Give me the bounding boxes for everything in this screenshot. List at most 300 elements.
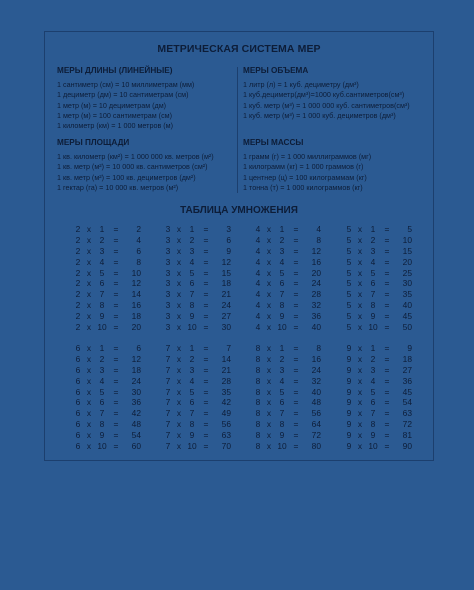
multiplication-cell: 6 bbox=[99, 397, 105, 408]
multiplication-cell: = bbox=[113, 397, 119, 408]
length-section bbox=[57, 65, 194, 131]
multiplication-cell: 1 bbox=[99, 224, 105, 234]
multiplication-cell: x bbox=[86, 441, 92, 452]
multiplication-row bbox=[163, 300, 243, 311]
multiplication-cell: 6 bbox=[99, 278, 105, 289]
multiplication-cell: 3 bbox=[99, 364, 105, 375]
multiplication-cell: 2 bbox=[279, 234, 285, 245]
multiplication-cell: = bbox=[293, 289, 299, 300]
multiplication-row bbox=[163, 311, 243, 322]
multiplication-cell: = bbox=[113, 386, 119, 397]
multiplication-row bbox=[73, 311, 153, 322]
multiplication-row bbox=[253, 322, 333, 333]
multiplication-cell: 8 bbox=[316, 343, 321, 353]
multiplication-row bbox=[163, 387, 243, 398]
multiplication-cell: 10 bbox=[368, 441, 378, 452]
multiplication-cell: x bbox=[86, 430, 92, 441]
multiplication-cell: 54 bbox=[131, 430, 141, 441]
multiplication-cell: 6 bbox=[75, 430, 81, 441]
multiplication-cell: 5 bbox=[346, 267, 352, 278]
multiplication-cell: x bbox=[176, 430, 182, 441]
multiplication-cell: = bbox=[203, 408, 209, 419]
multiplication-cell: 6 bbox=[370, 397, 376, 408]
multiplication-row bbox=[73, 397, 153, 408]
multiplication-cell: 5 bbox=[370, 267, 376, 278]
multiplication-cell: 70 bbox=[221, 441, 231, 452]
multiplication-block-7 bbox=[163, 343, 243, 452]
multiplication-cell: 8 bbox=[255, 430, 261, 441]
multiplication-cell: = bbox=[384, 386, 390, 397]
multiplication-cell: 4 bbox=[255, 300, 261, 311]
multiplication-cell: 18 bbox=[221, 278, 231, 289]
multiplication-cell: 5 bbox=[99, 386, 105, 397]
multiplication-row bbox=[73, 354, 153, 365]
multiplication-cell: 9 bbox=[346, 441, 352, 452]
multiplication-cell: 30 bbox=[402, 278, 412, 289]
multiplication-row bbox=[344, 441, 424, 452]
multiplication-cell: 48 bbox=[131, 419, 141, 430]
multiplication-cell: x bbox=[357, 322, 363, 333]
multiplication-cell: 15 bbox=[221, 267, 231, 278]
multiplication-row bbox=[344, 268, 424, 279]
multiplication-cell: 30 bbox=[131, 386, 141, 397]
multiplication-cell: 32 bbox=[311, 300, 321, 311]
multiplication-cell: 8 bbox=[255, 408, 261, 419]
multiplication-cell: 27 bbox=[221, 311, 231, 322]
multiplication-cell: 2 bbox=[75, 311, 81, 322]
multiplication-cell: 3 bbox=[370, 245, 376, 256]
multiplication-row bbox=[73, 430, 153, 441]
multiplication-cell: 64 bbox=[311, 419, 321, 430]
multiplication-cell: 20 bbox=[311, 267, 321, 278]
multiplication-cell: = bbox=[384, 397, 390, 408]
multiplication-cell: 10 bbox=[402, 234, 412, 245]
multiplication-cell: 2 bbox=[75, 224, 81, 234]
multiplication-cell: 42 bbox=[131, 408, 141, 419]
multiplication-cell: 16 bbox=[311, 353, 321, 364]
multiplication-cell: = bbox=[203, 386, 209, 397]
multiplication-cell: 4 bbox=[255, 256, 261, 267]
multiplication-cell: 5 bbox=[407, 224, 412, 234]
length-line: 1 метр (м) = 10 дециметрам (дм) bbox=[57, 100, 167, 110]
multiplication-cell: 16 bbox=[131, 300, 141, 311]
multiplication-cell: 8 bbox=[255, 441, 261, 452]
multiplication-cell: x bbox=[86, 322, 92, 333]
multiplication-cell: x bbox=[357, 278, 363, 289]
length-line: 1 метр (м) = 100 сантиметрам (см) bbox=[57, 110, 173, 120]
multiplication-block-9 bbox=[344, 343, 424, 452]
multiplication-row bbox=[73, 343, 153, 354]
multiplication-cell: 10 bbox=[368, 322, 378, 333]
multiplication-cell: = bbox=[113, 375, 119, 386]
multiplication-row bbox=[73, 387, 153, 398]
multiplication-cell: = bbox=[113, 234, 119, 245]
multiplication-cell: 3 bbox=[165, 311, 171, 322]
multiplication-cell: 10 bbox=[131, 267, 141, 278]
multiplication-cell: = bbox=[384, 289, 390, 300]
multiplication-cell: x bbox=[357, 289, 363, 300]
multiplication-row bbox=[344, 224, 424, 235]
multiplication-cell: 2 bbox=[279, 353, 285, 364]
multiplication-cell: x bbox=[176, 364, 182, 375]
multiplication-cell: = bbox=[203, 278, 209, 289]
multiplication-cell: = bbox=[113, 353, 119, 364]
multiplication-cell: = bbox=[293, 408, 299, 419]
multiplication-cell: 63 bbox=[402, 408, 412, 419]
multiplication-cell: 10 bbox=[187, 322, 197, 333]
multiplication-cell: 8 bbox=[189, 419, 195, 430]
multiplication-cell: 2 bbox=[75, 267, 81, 278]
multiplication-cell: 3 bbox=[165, 234, 171, 245]
multiplication-cell: 10 bbox=[277, 441, 287, 452]
multiplication-cell: 40 bbox=[311, 386, 321, 397]
multiplication-cell: = bbox=[384, 234, 390, 245]
multiplication-row bbox=[73, 235, 153, 246]
multiplication-cell: = bbox=[203, 353, 209, 364]
multiplication-cell: x bbox=[266, 278, 272, 289]
multiplication-cell: 36 bbox=[402, 375, 412, 386]
multiplication-cell: 7 bbox=[189, 289, 195, 300]
multiplication-cell: x bbox=[176, 386, 182, 397]
multiplication-cell: = bbox=[203, 375, 209, 386]
multiplication-cell: = bbox=[293, 300, 299, 311]
multiplication-row bbox=[253, 300, 333, 311]
multiplication-cell: 1 bbox=[189, 224, 195, 234]
multiplication-cell: 9 bbox=[279, 311, 285, 322]
multiplication-cell: 8 bbox=[370, 300, 376, 311]
multiplication-cell: 6 bbox=[75, 441, 81, 452]
multiplication-row bbox=[344, 387, 424, 398]
multiplication-cell: = bbox=[113, 311, 119, 322]
multiplication-cell: 7 bbox=[165, 343, 171, 353]
multiplication-row bbox=[344, 300, 424, 311]
multiplication-cell: 4 bbox=[189, 256, 195, 267]
multiplication-cell: 7 bbox=[370, 408, 376, 419]
multiplication-cell: 5 bbox=[346, 300, 352, 311]
multiplication-cell: = bbox=[293, 267, 299, 278]
multiplication-block-5 bbox=[344, 224, 424, 333]
multiplication-cell: = bbox=[384, 256, 390, 267]
multiplication-cell: x bbox=[86, 419, 92, 430]
multiplication-row bbox=[344, 289, 424, 300]
multiplication-cell: = bbox=[203, 343, 209, 353]
multiplication-cell: = bbox=[293, 278, 299, 289]
multiplication-cell: x bbox=[86, 234, 92, 245]
multiplication-cell: x bbox=[86, 364, 92, 375]
multiplication-cell: 24 bbox=[311, 364, 321, 375]
multiplication-cell: 7 bbox=[99, 289, 105, 300]
volume-line: 1 куб. метр (м³) = 1 000 000 куб. сантиметров(см³) bbox=[243, 100, 410, 110]
multiplication-cell: 4 bbox=[99, 375, 105, 386]
multiplication-cell: 3 bbox=[165, 289, 171, 300]
multiplication-cell: 6 bbox=[136, 245, 141, 256]
multiplication-cell: 6 bbox=[279, 278, 285, 289]
multiplication-cell: x bbox=[176, 245, 182, 256]
multiplication-cell: x bbox=[357, 441, 363, 452]
multiplication-block-6 bbox=[73, 343, 153, 452]
multiplication-cell: 50 bbox=[402, 322, 412, 333]
multiplication-cell: = bbox=[203, 267, 209, 278]
multiplication-cell: 9 bbox=[346, 343, 352, 353]
multiplication-cell: 72 bbox=[311, 430, 321, 441]
multiplication-cell: 9 bbox=[346, 408, 352, 419]
multiplication-cell: 7 bbox=[189, 408, 195, 419]
multiplication-cell: 4 bbox=[255, 234, 261, 245]
multiplication-cell: 12 bbox=[311, 245, 321, 256]
multiplication-cell: 27 bbox=[402, 364, 412, 375]
multiplication-cell: 56 bbox=[221, 419, 231, 430]
volume-line: 1 куб. метр (м³) = 1 000 куб. дециметров (дм³) bbox=[243, 110, 396, 120]
multiplication-row bbox=[73, 365, 153, 376]
multiplication-cell: 2 bbox=[189, 353, 195, 364]
multiplication-cell: x bbox=[357, 397, 363, 408]
multiplication-cell: x bbox=[266, 419, 272, 430]
multiplication-cell: = bbox=[113, 430, 119, 441]
area-heading: МЕРЫ ПЛОЩАДИ bbox=[57, 138, 130, 147]
multiplication-cell: 2 bbox=[370, 234, 376, 245]
section-divider bbox=[237, 67, 238, 193]
multiplication-cell: = bbox=[384, 375, 390, 386]
multiplication-cell: 18 bbox=[131, 311, 141, 322]
multiplication-cell: 7 bbox=[165, 419, 171, 430]
multiplication-row bbox=[73, 376, 153, 387]
multiplication-cell: x bbox=[86, 289, 92, 300]
multiplication-cell: = bbox=[113, 256, 119, 267]
multiplication-row bbox=[253, 408, 333, 419]
multiplication-cell: 4 bbox=[255, 245, 261, 256]
multiplication-cell: 7 bbox=[165, 408, 171, 419]
multiplication-row bbox=[253, 430, 333, 441]
multiplication-cell: x bbox=[357, 419, 363, 430]
multiplication-cell: = bbox=[113, 408, 119, 419]
multiplication-cell: x bbox=[86, 408, 92, 419]
multiplication-row bbox=[163, 408, 243, 419]
multiplication-cell: 5 bbox=[279, 267, 285, 278]
multiplication-cell: = bbox=[113, 419, 119, 430]
multiplication-cell: = bbox=[113, 289, 119, 300]
multiplication-cell: 10 bbox=[187, 441, 197, 452]
multiplication-cell: x bbox=[176, 300, 182, 311]
multiplication-cell: 6 bbox=[75, 375, 81, 386]
multiplication-cell: 3 bbox=[165, 224, 171, 234]
multiplication-cell: 16 bbox=[311, 256, 321, 267]
multiplication-cell: = bbox=[203, 419, 209, 430]
multiplication-cell: 6 bbox=[189, 397, 195, 408]
multiplication-row bbox=[344, 419, 424, 430]
multiplication-cell: x bbox=[176, 408, 182, 419]
multiplication-cell: 3 bbox=[165, 267, 171, 278]
multiplication-cell: 12 bbox=[131, 353, 141, 364]
multiplication-cell: = bbox=[203, 311, 209, 322]
multiplication-row bbox=[344, 278, 424, 289]
multiplication-cell: = bbox=[293, 245, 299, 256]
multiplication-cell: 8 bbox=[99, 300, 105, 311]
multiplication-cell: 4 bbox=[255, 267, 261, 278]
volume-section bbox=[243, 65, 410, 121]
multiplication-cell: 7 bbox=[279, 408, 285, 419]
multiplication-row bbox=[73, 278, 153, 289]
multiplication-cell: 9 bbox=[279, 430, 285, 441]
multiplication-cell: x bbox=[266, 441, 272, 452]
multiplication-cell: x bbox=[266, 245, 272, 256]
multiplication-cell: 14 bbox=[221, 353, 231, 364]
multiplication-cell: 1 bbox=[279, 224, 285, 234]
multiplication-cell: 72 bbox=[402, 419, 412, 430]
multiplication-cell: x bbox=[86, 397, 92, 408]
volume-line: 1 литр (л) = 1 куб. дециметру (дм³) bbox=[243, 80, 359, 89]
multiplication-cell: 7 bbox=[165, 441, 171, 452]
multiplication-row bbox=[163, 376, 243, 387]
multiplication-cell: 4 bbox=[99, 256, 105, 267]
multiplication-cell: 63 bbox=[221, 430, 231, 441]
multiplication-row bbox=[344, 246, 424, 257]
multiplication-cell: 2 bbox=[75, 278, 81, 289]
multiplication-cell: 8 bbox=[255, 397, 261, 408]
multiplication-row bbox=[253, 246, 333, 257]
multiplication-cell: 35 bbox=[402, 289, 412, 300]
multiplication-row bbox=[163, 430, 243, 441]
multiplication-row bbox=[73, 289, 153, 300]
multiplication-cell: 7 bbox=[165, 375, 171, 386]
multiplication-cell: 42 bbox=[221, 397, 231, 408]
multiplication-block-8 bbox=[253, 343, 333, 452]
multiplication-cell: x bbox=[86, 353, 92, 364]
multiplication-cell: 1 bbox=[370, 343, 376, 353]
multiplication-cell: 4 bbox=[279, 256, 285, 267]
multiplication-cell: 90 bbox=[402, 441, 412, 452]
multiplication-cell: 10 bbox=[97, 441, 107, 452]
multiplication-row bbox=[73, 419, 153, 430]
multiplication-cell: = bbox=[384, 278, 390, 289]
multiplication-cell: 9 bbox=[407, 343, 412, 353]
multiplication-cell: = bbox=[113, 245, 119, 256]
multiplication-row bbox=[253, 397, 333, 408]
mass-heading: МЕРЫ МАССЫ bbox=[243, 138, 304, 147]
multiplication-cell: x bbox=[176, 256, 182, 267]
multiplication-cell: 6 bbox=[75, 353, 81, 364]
multiplication-cell: 49 bbox=[221, 408, 231, 419]
multiplication-cell: 6 bbox=[370, 278, 376, 289]
multiplication-cell: 2 bbox=[75, 289, 81, 300]
multiplication-cell: 5 bbox=[346, 322, 352, 333]
multiplication-cell: 6 bbox=[75, 386, 81, 397]
length-line: 1 дециметр (дм) = 10 сантиметрам (см) bbox=[57, 90, 189, 100]
multiplication-cell: 4 bbox=[255, 289, 261, 300]
multiplication-cell: x bbox=[176, 289, 182, 300]
multiplication-cell: = bbox=[113, 441, 119, 452]
multiplication-cell: x bbox=[357, 245, 363, 256]
length-line: 1 километр (км) = 1 000 метров (м) bbox=[57, 121, 173, 131]
multiplication-row bbox=[344, 430, 424, 441]
multiplication-cell: = bbox=[293, 386, 299, 397]
multiplication-row bbox=[344, 408, 424, 419]
multiplication-cell: 1 bbox=[99, 343, 105, 353]
multiplication-cell: x bbox=[357, 386, 363, 397]
multiplication-cell: x bbox=[176, 419, 182, 430]
area-line: 1 кв. метр (м²) = 100 кв. дециметров (дм²) bbox=[57, 172, 196, 182]
multiplication-cell: = bbox=[113, 364, 119, 375]
multiplication-cell: 9 bbox=[99, 311, 105, 322]
multiplication-cell: 6 bbox=[75, 408, 81, 419]
multiplication-cell: 5 bbox=[346, 289, 352, 300]
multiplication-cell: 48 bbox=[311, 397, 321, 408]
multiplication-cell: = bbox=[384, 267, 390, 278]
multiplication-cell: 3 bbox=[279, 245, 285, 256]
multiplication-cell: 8 bbox=[255, 364, 261, 375]
multiplication-cell: x bbox=[86, 224, 92, 234]
mass-line: 1 килограмм (кг) = 1 000 граммов (г) bbox=[243, 162, 364, 172]
multiplication-row bbox=[163, 322, 243, 333]
multiplication-cell: 40 bbox=[402, 300, 412, 311]
multiplication-cell: 60 bbox=[131, 441, 141, 452]
multiplication-block-2 bbox=[73, 224, 153, 333]
multiplication-cell: 2 bbox=[370, 353, 376, 364]
multiplication-row bbox=[253, 376, 333, 387]
multiplication-cell: 56 bbox=[311, 408, 321, 419]
multiplication-cell: = bbox=[293, 353, 299, 364]
multiplication-row bbox=[73, 408, 153, 419]
multiplication-row bbox=[163, 441, 243, 452]
multiplication-cell: 7 bbox=[165, 430, 171, 441]
multiplication-row bbox=[253, 441, 333, 452]
area-line: 1 кв. километр (км²) = 1 000 000 кв. метров (м²) bbox=[57, 152, 214, 161]
multiplication-cell: 21 bbox=[221, 364, 231, 375]
multiplication-cell: x bbox=[266, 311, 272, 322]
multiplication-cell: 8 bbox=[99, 419, 105, 430]
volume-heading: МЕРЫ ОБЪЕМА bbox=[243, 66, 309, 75]
multiplication-cell: x bbox=[357, 353, 363, 364]
multiplication-cell: x bbox=[357, 234, 363, 245]
multiplication-cell: 8 bbox=[255, 375, 261, 386]
multiplication-cell: x bbox=[266, 353, 272, 364]
multiplication-row bbox=[344, 257, 424, 268]
multiplication-cell: 4 bbox=[136, 234, 141, 245]
multiplication-block-3 bbox=[163, 224, 243, 333]
multiplication-cell: 6 bbox=[75, 397, 81, 408]
multiplication-cell: x bbox=[357, 224, 363, 234]
multiplication-cell: 2 bbox=[75, 322, 81, 333]
multiplication-cell: = bbox=[113, 300, 119, 311]
multiplication-cell: 81 bbox=[402, 430, 412, 441]
multiplication-cell: 5 bbox=[346, 256, 352, 267]
multiplication-cell: = bbox=[203, 397, 209, 408]
multiplication-cell: x bbox=[357, 300, 363, 311]
multiplication-row bbox=[253, 268, 333, 279]
multiplication-row bbox=[344, 376, 424, 387]
multiplication-cell: = bbox=[384, 322, 390, 333]
multiplication-cell: 12 bbox=[131, 278, 141, 289]
multiplication-cell: 18 bbox=[402, 353, 412, 364]
multiplication-row bbox=[163, 419, 243, 430]
multiplication-cell: 9 bbox=[346, 386, 352, 397]
multiplication-cell: 5 bbox=[279, 386, 285, 397]
multiplication-row bbox=[163, 235, 243, 246]
multiplication-cell: 1 bbox=[189, 343, 195, 353]
multiplication-cell: x bbox=[266, 234, 272, 245]
multiplication-cell: x bbox=[86, 311, 92, 322]
multiplication-cell: 2 bbox=[75, 234, 81, 245]
multiplication-cell: = bbox=[384, 441, 390, 452]
multiplication-cell: x bbox=[266, 408, 272, 419]
multiplication-cell: x bbox=[357, 408, 363, 419]
multiplication-cell: 3 bbox=[226, 224, 231, 234]
multiplication-cell: 3 bbox=[165, 322, 171, 333]
multiplication-cell: 9 bbox=[370, 430, 376, 441]
multiplication-cell: 9 bbox=[346, 364, 352, 375]
multiplication-cell: 54 bbox=[402, 397, 412, 408]
multiplication-cell: 36 bbox=[311, 311, 321, 322]
multiplication-cell: 9 bbox=[346, 430, 352, 441]
